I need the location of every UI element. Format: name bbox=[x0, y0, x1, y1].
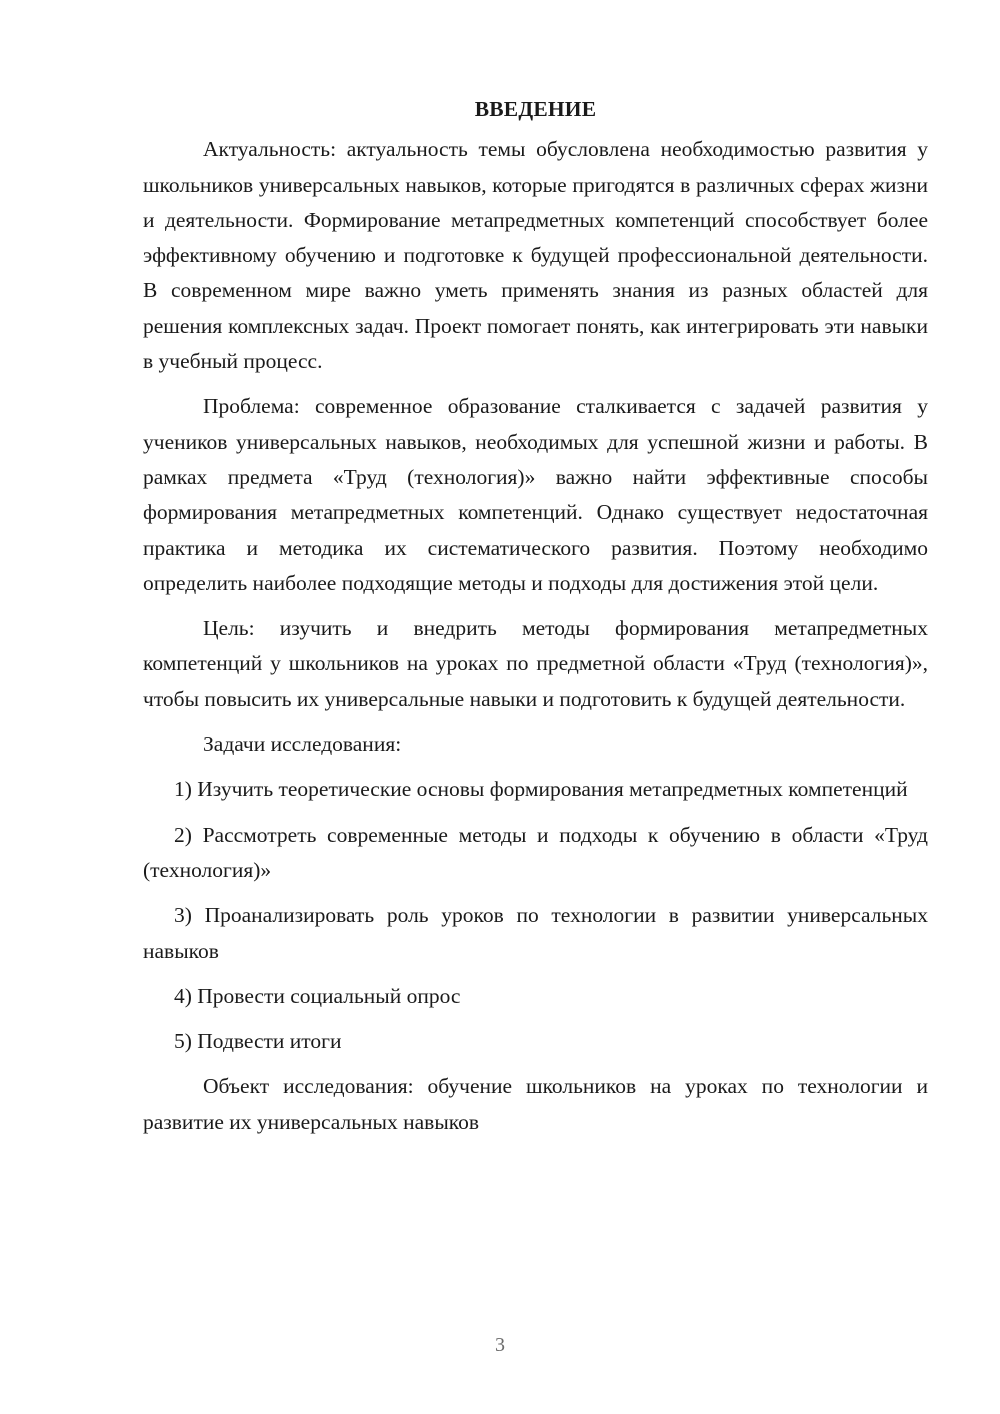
section-heading: ВВЕДЕНИЕ bbox=[474, 97, 597, 121]
paragraph-object: Объект исследования: обучение школьников на уроках по технологии и развитие их универсальных навыков bbox=[143, 1074, 928, 1134]
document-page bbox=[143, 92, 928, 1150]
paragraph-goal: Цель: изучить и внедрить методы формирования метапредметных компетенций у школьников на уроках по предметной области «Труд (технология)», чтобы повысить их универсальные навыки и подготовить к будущей деятельности. bbox=[143, 616, 928, 711]
paragraph-relevance: Актуальность: актуальность темы обусловлена необходимостью развития у школьников универсальных навыков, которые пригодятся в различных сферах жизни и деятельности. Формирование метапредметных компетенций способствует более эффективному обучению и подготовке к будущей профессиональной деятельности. В современном мире важно уметь применять знания из разных областей для решения комплексных задач. Проект помогает понять, как интегрировать эти навыки в учебный процесс. bbox=[143, 137, 928, 374]
tasks-title: Задачи исследования: bbox=[203, 732, 402, 757]
task-item: 3) Проанализировать роль уроков по технологии в развитии универсальных навыков bbox=[143, 903, 928, 963]
task-item: 5) Подвести итоги bbox=[174, 1029, 342, 1054]
page-number: 3 bbox=[495, 1334, 505, 1356]
tasks-list bbox=[143, 772, 928, 1059]
task-item: 1) Изучить теоретические основы формирования метапредметных компетенций bbox=[174, 777, 908, 802]
task-item: 2) Рассмотреть современные методы и подходы к обучению в области «Труд (технология)» bbox=[143, 822, 928, 882]
task-item: 4) Провести социальный опрос bbox=[174, 983, 461, 1008]
paragraph-problem: Проблема: современное образование сталкивается с задачей развития у учеников универсальных навыков, необходимых для успешной жизни и работы. В рамках предмета «Труд (технология)» важно найти эффективные способы формирования метапредметных компетенций. Однако существует недостаточная практика и методика их систематического развития. Поэтому необходимо определить наиболее подходящие методы и подходы для достижения этой цели. bbox=[143, 394, 928, 595]
